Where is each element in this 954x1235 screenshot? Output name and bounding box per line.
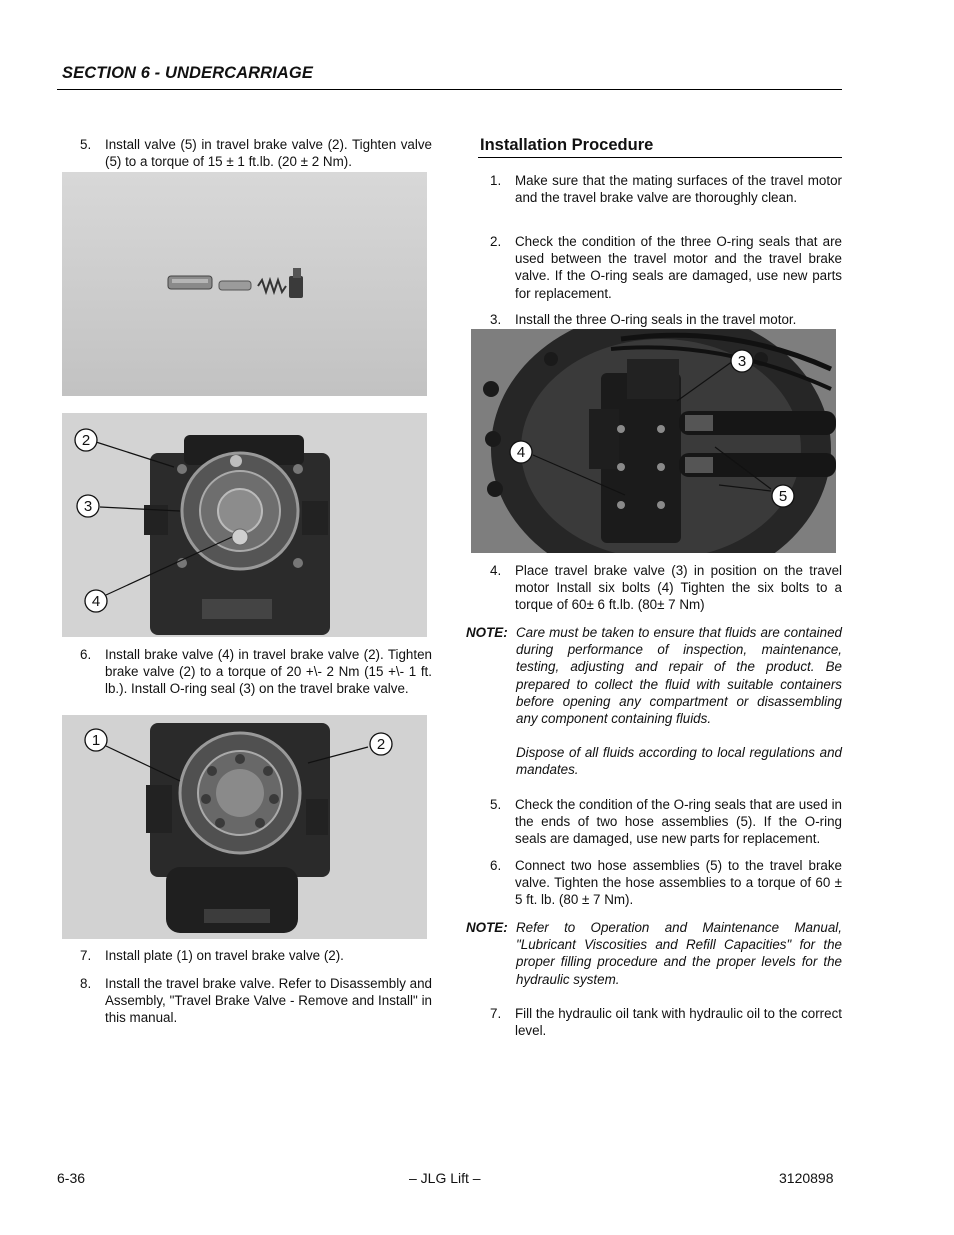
note-fluids <box>466 624 842 784</box>
right-step-3 <box>490 311 842 329</box>
photo-brake-valve-plate <box>62 715 427 939</box>
right-step-6 <box>490 857 842 911</box>
step-number: 5. <box>80 137 92 152</box>
step-text: Check the condition of the O-ring seals that are used in the ends of two hose assemblies (5). If the O-ring seals are damaged, use new parts for replacement. <box>515 797 842 847</box>
left-step-6 <box>80 646 432 716</box>
step-number: 6. <box>490 858 502 873</box>
photo2-callout-4 <box>85 590 107 612</box>
callout-label: 2 <box>81 432 91 449</box>
photo-valve-parts <box>62 172 427 396</box>
callout-label: 1 <box>91 732 101 749</box>
photo2-callout-2 <box>75 429 97 451</box>
callout-label: 4 <box>91 593 101 610</box>
photo3-callout-2 <box>370 733 392 755</box>
step-number: 3. <box>490 312 502 327</box>
step-text: Connect two hose assemblies (5) to the travel brake valve. Tighten the hose assemblies to a torque of 60 ± 5 ft. lb. (80 ± 7 Nm). <box>515 858 842 908</box>
step-text: Install the travel brake valve. Refer to Disassembly and Assembly, "Travel Brake Valve - Remove and Install" in this manual. <box>105 976 432 1026</box>
step-number: 7. <box>80 948 92 963</box>
page-number: 6-36 <box>57 1170 86 1186</box>
step-number: 8. <box>80 976 92 991</box>
right-step-2 <box>490 233 842 303</box>
step-text: Install brake valve (4) in travel brake valve (2). Tighten brake valve (2) to a torque of 20 +\- 2 Nm (15 +\- 1 ft. lb.). Install O-ring seal (3) on the travel brake valve. <box>105 647 432 697</box>
valve-parts-drawing <box>62 172 427 396</box>
right-step-7 <box>490 1005 842 1041</box>
photo-brake-valve-front <box>62 413 427 637</box>
step-text: Install plate (1) on travel brake valve (2). <box>105 948 344 963</box>
right-step-4 <box>490 562 842 616</box>
photo4-callout-5 <box>772 485 794 507</box>
left-step-5 <box>80 136 432 172</box>
note-text: Refer to Operation and Maintenance Manual, "Lubricant Viscosities and Refill Capacities" for the proper filling procedure and the proper levels for the hydraulic system. <box>516 920 842 987</box>
right-step-5 <box>490 796 842 850</box>
photo4-callout-3 <box>731 350 753 372</box>
document-number: 3120898 <box>779 1170 834 1186</box>
right-step-1 <box>490 172 842 226</box>
header-rule <box>57 89 842 90</box>
brake-valve-front-drawing <box>62 413 427 637</box>
section-title-rule <box>478 157 842 158</box>
step-number: 5. <box>490 797 502 812</box>
step-number: 1. <box>490 173 502 188</box>
brake-valve-plate-drawing <box>62 715 427 939</box>
note-label: NOTE: <box>466 920 508 935</box>
left-step-7 <box>80 947 432 965</box>
step-text: Place travel brake valve (3) in position on the travel motor Install six bolts (4) Tighten the six bolts to a torque of 60± 6 ft.lb. (80± 7 Nm) <box>515 563 842 613</box>
step-number: 4. <box>490 563 502 578</box>
step-text: Fill the hydraulic oil tank with hydraulic oil to the correct level. <box>515 1006 842 1039</box>
step-number: 6. <box>80 647 92 662</box>
photo4-callout-4 <box>510 441 532 463</box>
step-text: Install valve (5) in travel brake valve (2). Tighten valve (5) to a torque of 15 ± 1 ft.lb. (20 ± 2 Nm). <box>105 137 432 170</box>
photo2-callout-3 <box>77 495 99 517</box>
step-text: Install the three O-ring seals in the travel motor. <box>515 312 797 327</box>
step-text: Make sure that the mating surfaces of the travel motor and the travel brake valve are thoroughly clean. <box>515 173 842 206</box>
photo-installed-brake-valve <box>471 329 836 553</box>
callout-label: 5 <box>778 488 788 505</box>
callout-label: 4 <box>516 444 526 461</box>
callout-label: 3 <box>737 353 747 370</box>
left-step-8 <box>80 975 432 1029</box>
installed-brake-valve-drawing <box>471 329 836 553</box>
step-number: 2. <box>490 234 502 249</box>
step-number: 7. <box>490 1006 502 1021</box>
step-text: Check the condition of the three O-ring seals that are used between the travel motor and the travel brake valve. If the O-ring seals are damaged, use new parts for replacement. <box>515 234 842 301</box>
note-label: NOTE: <box>466 625 508 640</box>
photo3-callout-1 <box>85 729 107 751</box>
footer-center: – JLG Lift – <box>409 1170 481 1186</box>
callout-label: 3 <box>83 498 93 515</box>
callout-label: 2 <box>376 736 386 753</box>
note-refill <box>466 919 842 991</box>
note-text-dispose: Dispose of all fluids according to local regulations and mandates. <box>516 745 842 778</box>
note-text: Care must be taken to ensure that fluids are contained during performance of inspection, maintenance, testing, adjusting and repair of the product. Be prepared to collect the fluid with suitable containers before opening any compartment or disassembling any component containing fluids. <box>516 625 842 727</box>
section-header: SECTION 6 - UNDERCARRIAGE <box>62 64 313 82</box>
section-title: Installation Procedure <box>480 136 654 154</box>
